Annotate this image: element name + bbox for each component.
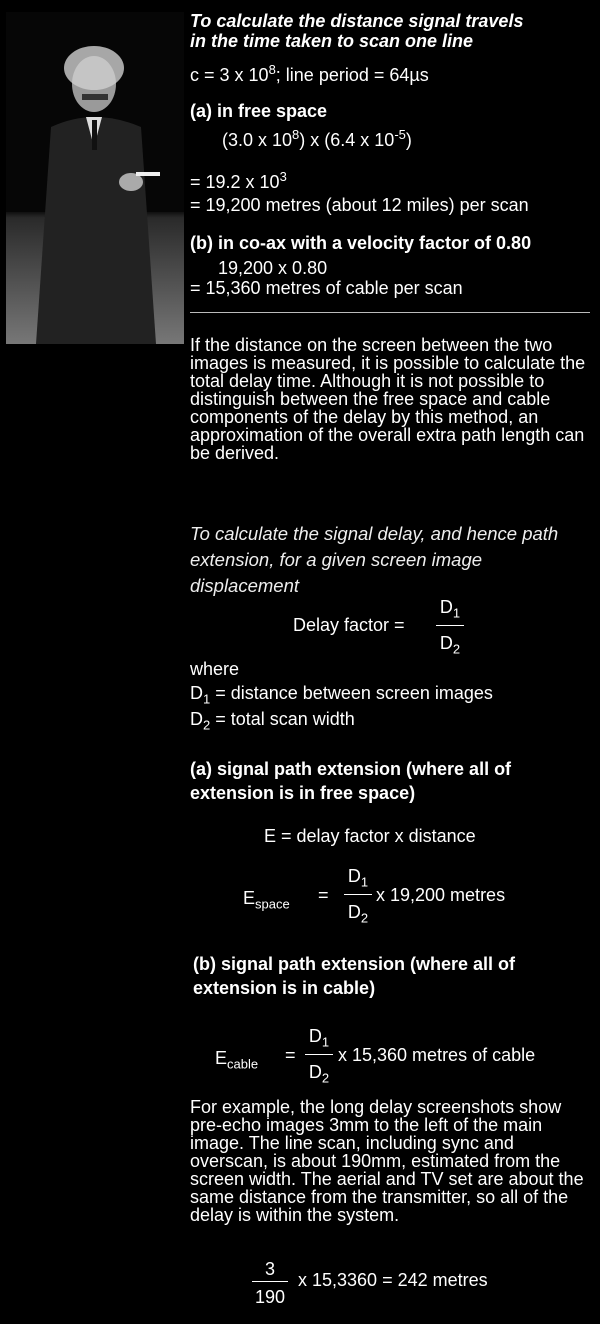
part-a-result-2: = 19,200 metres (about 12 miles) per scan [190,195,529,215]
ext-b-title-1: (b) signal path extension (where all of [193,954,516,974]
part-b-calc: 19,200 x 0.80 [218,258,328,278]
ext-b-fraction-den: $D_2$ [308,1062,330,1086]
heading-line-1: To calculate the distance signal travels [190,11,524,31]
final-fraction-den: 190 [254,1287,286,1307]
ext-b-title-2: extension is in cable) [193,978,376,998]
man-portrait-illustration [6,12,184,344]
final-calc-rhs: x 15,3360 = 242 metres [298,1270,488,1290]
where-d2: $D_2$ = total scan width [190,709,355,733]
ext-b-fraction-num: $D_1$ [308,1026,330,1050]
heading-line-2: in the time taken to scan one line [190,31,474,51]
constants-line: c = 3 x $10^8$; line period = 64µs [190,62,429,85]
delay-fraction-den: $D_2$ [439,633,461,657]
where-label: where [190,659,240,679]
part-b-result: = 15,360 metres of cable per scan [190,278,463,298]
part-a-calc: (3.0 x $10^8$) x (6.4 x $10^{-5}$) [222,127,412,150]
portrait-image [6,12,184,344]
part-b-title: (b) in co-ax with a velocity factor of 0.80 [190,233,532,253]
ext-b-equals: = [285,1045,296,1065]
ext-a-formula: E = delay factor x distance [264,826,476,846]
example-paragraph: For example, the long delay screenshots show pre-echo images 3mm to the left of the main image. The line scan, including sync and overscan, is about 190mm, estimated from the screen width. The aerial and TV set are about the same distance from the transmitter, so all of the delay is within the system. [190,1097,584,1225]
delay-formula-label: Delay factor = [293,615,405,635]
ext-b-rhs: x 15,360 metres of cable [338,1045,536,1065]
ext-a-title-2: extension is in free space) [190,783,416,803]
ext-b-fraction-bar [305,1054,333,1055]
delay-heading: To calculate the signal delay, and hence path extension, for a given screen image displacement [190,523,559,596]
final-fraction-num: 3 [264,1259,275,1279]
part-a-result-1: = 19.2 x $10^3$ [190,169,287,192]
intro-paragraph: If the distance on the screen between the two images is measured, it is possible to calculate the total delay time. Although it is not possible to distinguish between the free space and cable components of the delay by this method, an approximation of the overall extra path length can be derived. [190,335,586,463]
ext-a-lhs: $E_{space}$ [243,888,290,912]
final-fraction-bar [252,1281,288,1282]
part-a-title: (a) in free space [190,101,328,121]
section-divider [190,312,590,313]
where-d1: $D_1$ = distance between screen images [190,683,493,707]
ext-a-title-1: (a) signal path extension (where all of [190,759,512,779]
ext-a-rhs: x 19,200 metres [376,885,506,905]
ext-a-equals: = [318,885,329,905]
ext-a-fraction-den: $D_2$ [347,902,369,926]
ext-a-fraction-bar [344,894,372,895]
delay-fraction-num: $D_1$ [439,597,461,621]
delay-fraction-bar [436,625,464,626]
ext-a-fraction-num: $D_1$ [347,866,369,890]
ext-b-lhs: $E_{cable}$ [215,1048,259,1072]
